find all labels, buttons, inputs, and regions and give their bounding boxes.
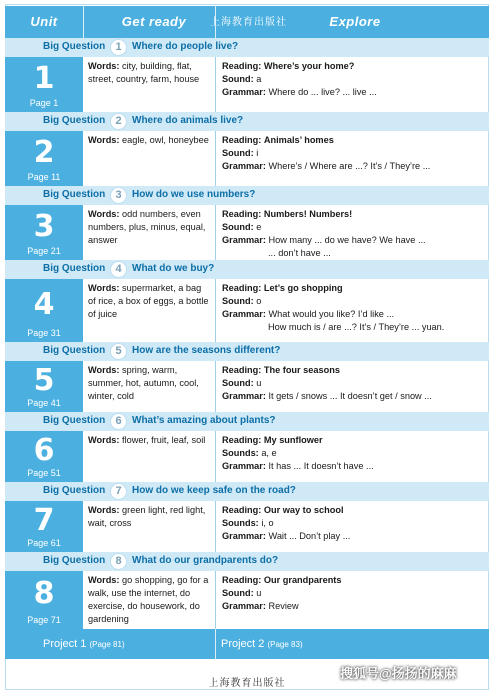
project-1-label: Project 1 [43, 638, 87, 650]
unit-row [5, 412, 489, 482]
unit-page: Page 11 [27, 172, 61, 182]
big-question-label: Big Question [43, 345, 106, 356]
words-cell [83, 571, 215, 629]
sound-label: Sound: [222, 588, 254, 598]
words-label: Words: [88, 505, 120, 515]
words-text: eagle, owl, honeybee [122, 135, 209, 145]
words-text: go shopping, go for a walk, use the internet, do exercise, do housework, do gardening [88, 575, 209, 624]
grammar-label: Grammar: [222, 391, 266, 401]
sound-value: a [256, 74, 262, 84]
reading-title: Let’s go shopping [263, 283, 343, 293]
grammar-text: It has ... It doesn’t have ... [268, 461, 374, 471]
unit-number: 4 [33, 286, 55, 322]
words-label: Words: [88, 435, 120, 445]
unit-number-cell [5, 361, 83, 412]
words-text: city, building, flat, street, country, farm, house [88, 61, 200, 84]
project-1-page: (Page 81) [89, 640, 125, 649]
question-number-badge: 3 [110, 187, 127, 204]
big-question-bar [5, 186, 489, 205]
words-cell [83, 131, 215, 186]
unit-row [5, 38, 489, 112]
sound-value: u [256, 588, 262, 598]
footer-watermark: 上海教育出版社 [208, 678, 286, 689]
sound-label: Sounds: [222, 448, 259, 458]
project-2-page: (Page 83) [267, 640, 303, 649]
explore-cell [216, 205, 489, 260]
big-question-text: What’s amazing about plants? [132, 415, 276, 426]
words-text: green light, red light, wait, cross [88, 505, 206, 528]
unit-number: 5 [33, 362, 55, 398]
unit-number-cell [5, 501, 83, 552]
big-question-text: How are the seasons different? [132, 345, 281, 356]
explore-cell [216, 571, 489, 629]
sound-label: Sound: [222, 296, 254, 306]
unit-number: 2 [33, 134, 55, 170]
words-cell [83, 279, 215, 342]
unit-row [5, 482, 489, 552]
unit-page: Page 61 [27, 538, 61, 548]
words-text: odd numbers, even numbers, plus, minus, equal, answer [88, 209, 206, 245]
grammar-label: Grammar: [222, 461, 266, 471]
header-unit: Unit [30, 14, 58, 29]
unit-number: 6 [33, 432, 55, 468]
unit-number-cell [5, 205, 83, 260]
reading-title: Animals’ homes [263, 135, 334, 145]
big-question-bar [5, 342, 489, 361]
reading-label: Reading: [222, 283, 262, 293]
grammar-label: Grammar: [222, 309, 266, 319]
big-question-bar [5, 112, 489, 131]
question-number-badge: 1 [110, 39, 127, 56]
big-question-text: What do we buy? [132, 263, 215, 274]
unit-number: 8 [33, 576, 55, 611]
words-text: spring, warm, summer, hot, autumn, cool, winter, cold [88, 365, 199, 401]
reading-label: Reading: [222, 61, 262, 71]
big-question-label: Big Question [43, 555, 106, 566]
project-1 [43, 638, 125, 650]
big-question-bar [5, 38, 489, 57]
question-number-badge: 4 [110, 261, 127, 278]
question-number-badge: 6 [110, 413, 127, 430]
big-question-bar [5, 552, 489, 571]
table-header [5, 6, 489, 38]
big-question-text: Where do people live? [132, 41, 239, 52]
sohu-credit: 搜狐号@扬扬的麻麻 [340, 666, 457, 681]
grammar-label: Grammar: [222, 601, 266, 611]
sound-value: i [256, 148, 259, 158]
sound-value: a, e [261, 448, 277, 458]
big-question-text: How do we use numbers? [132, 189, 256, 200]
explore-cell [216, 501, 489, 552]
big-question-bar [5, 412, 489, 431]
big-question-label: Big Question [43, 189, 106, 200]
grammar-text: What would you like? I’d like ... [268, 309, 395, 319]
sound-label: Sound: [222, 222, 254, 232]
explore-cell [216, 131, 489, 186]
words-cell [83, 501, 215, 552]
reading-label: Reading: [222, 435, 262, 445]
grammar-label: Grammar: [222, 531, 266, 541]
big-question-label: Big Question [43, 415, 106, 426]
unit-row [5, 342, 489, 412]
grammar-label: Grammar: [222, 161, 266, 171]
question-number-badge: 2 [110, 113, 127, 130]
sound-value: i, o [261, 518, 274, 528]
header-explore: Explore [329, 14, 381, 29]
reading-title: My sunflower [263, 435, 323, 445]
grammar-text-continued: ... don’t have ... [268, 248, 331, 258]
reading-label: Reading: [222, 365, 262, 375]
grammar-text-continued: How much is / are ...? It’s / They’re ... yuan. [268, 322, 445, 332]
words-cell [83, 361, 215, 412]
unit-row [5, 112, 489, 186]
reading-title: Numbers! Numbers! [263, 209, 353, 219]
unit-row [5, 186, 489, 260]
unit-page: Page 21 [27, 246, 61, 256]
unit-number-cell [5, 431, 83, 482]
explore-cell [216, 279, 489, 342]
unit-number-cell [5, 571, 83, 629]
grammar-label: Grammar: [222, 235, 266, 245]
header-divider [83, 6, 84, 38]
sound-value: e [256, 222, 262, 232]
big-question-label: Big Question [43, 485, 106, 496]
big-question-bar [5, 482, 489, 501]
projects-bar [5, 629, 489, 659]
words-label: Words: [88, 61, 120, 71]
grammar-text: How many ... do we have? We have ... [268, 235, 426, 245]
unit-page: Page 41 [27, 398, 61, 408]
project-2-label: Project 2 [221, 638, 265, 650]
header-get-ready: Get ready [121, 14, 187, 29]
unit-number-cell [5, 57, 83, 112]
words-text: flower, fruit, leaf, soil [122, 435, 206, 445]
unit-number-cell [5, 279, 83, 342]
words-text: supermarket, a bag of rice, a box of eggs, a bottle of juice [88, 283, 209, 319]
reading-label: Reading: [222, 135, 262, 145]
project-2 [221, 638, 303, 650]
question-number-badge: 5 [110, 343, 127, 360]
words-cell [83, 57, 215, 112]
sound-label: Sound: [222, 378, 254, 388]
words-label: Words: [88, 209, 120, 219]
grammar-text: Review [268, 601, 299, 611]
big-question-bar [5, 260, 489, 279]
unit-page: Page 1 [29, 98, 59, 108]
big-question-label: Big Question [43, 115, 106, 126]
words-label: Words: [88, 283, 120, 293]
reading-title: Our grandparents [263, 575, 342, 585]
words-cell [83, 205, 215, 260]
publisher-watermark: 上海教育出版社 [210, 17, 287, 28]
explore-cell [216, 57, 489, 112]
sound-label: Sounds: [222, 518, 259, 528]
words-label: Words: [88, 575, 120, 585]
unit-row [5, 260, 489, 342]
words-label: Words: [88, 135, 120, 145]
grammar-text: Where’s / Where are ...? It’s / They’re ... [268, 161, 431, 171]
question-number-badge: 8 [110, 553, 127, 570]
grammar-text: Where do ... live? ... live ... [268, 87, 377, 97]
reading-title: Where’s your home? [263, 61, 355, 71]
big-question-text: How do we keep safe on the road? [132, 485, 296, 496]
unit-page: Page 51 [27, 468, 61, 478]
reading-label: Reading: [222, 575, 262, 585]
sound-label: Sound: [222, 74, 254, 84]
explore-cell [216, 361, 489, 412]
grammar-text: It gets / snows ... It doesn’t get / snow ... [268, 391, 432, 401]
reading-title: The four seasons [263, 365, 340, 375]
reading-label: Reading: [222, 209, 262, 219]
words-cell [83, 431, 215, 482]
unit-number: 7 [33, 502, 55, 538]
sound-label: Sound: [222, 148, 254, 158]
grammar-label: Grammar: [222, 87, 266, 97]
big-question-text: Where do animals live? [132, 115, 244, 126]
unit-page: Page 71 [27, 615, 61, 625]
column-divider [215, 629, 216, 659]
question-number-badge: 7 [110, 483, 127, 500]
big-question-text: What do our grandparents do? [132, 555, 279, 566]
big-question-label: Big Question [43, 41, 106, 52]
big-question-label: Big Question [43, 263, 106, 274]
reading-label: Reading: [222, 505, 262, 515]
words-label: Words: [88, 365, 120, 375]
unit-number: 3 [33, 208, 55, 244]
unit-page: Page 31 [27, 328, 61, 338]
reading-title: Our way to school [263, 505, 344, 515]
sound-value: u [256, 378, 262, 388]
unit-row [5, 552, 489, 629]
unit-number: 1 [33, 60, 55, 96]
unit-number-cell [5, 131, 83, 186]
sound-value: o [256, 296, 262, 306]
grammar-text: Wait ... Don’t play ... [268, 531, 351, 541]
explore-cell [216, 431, 489, 482]
